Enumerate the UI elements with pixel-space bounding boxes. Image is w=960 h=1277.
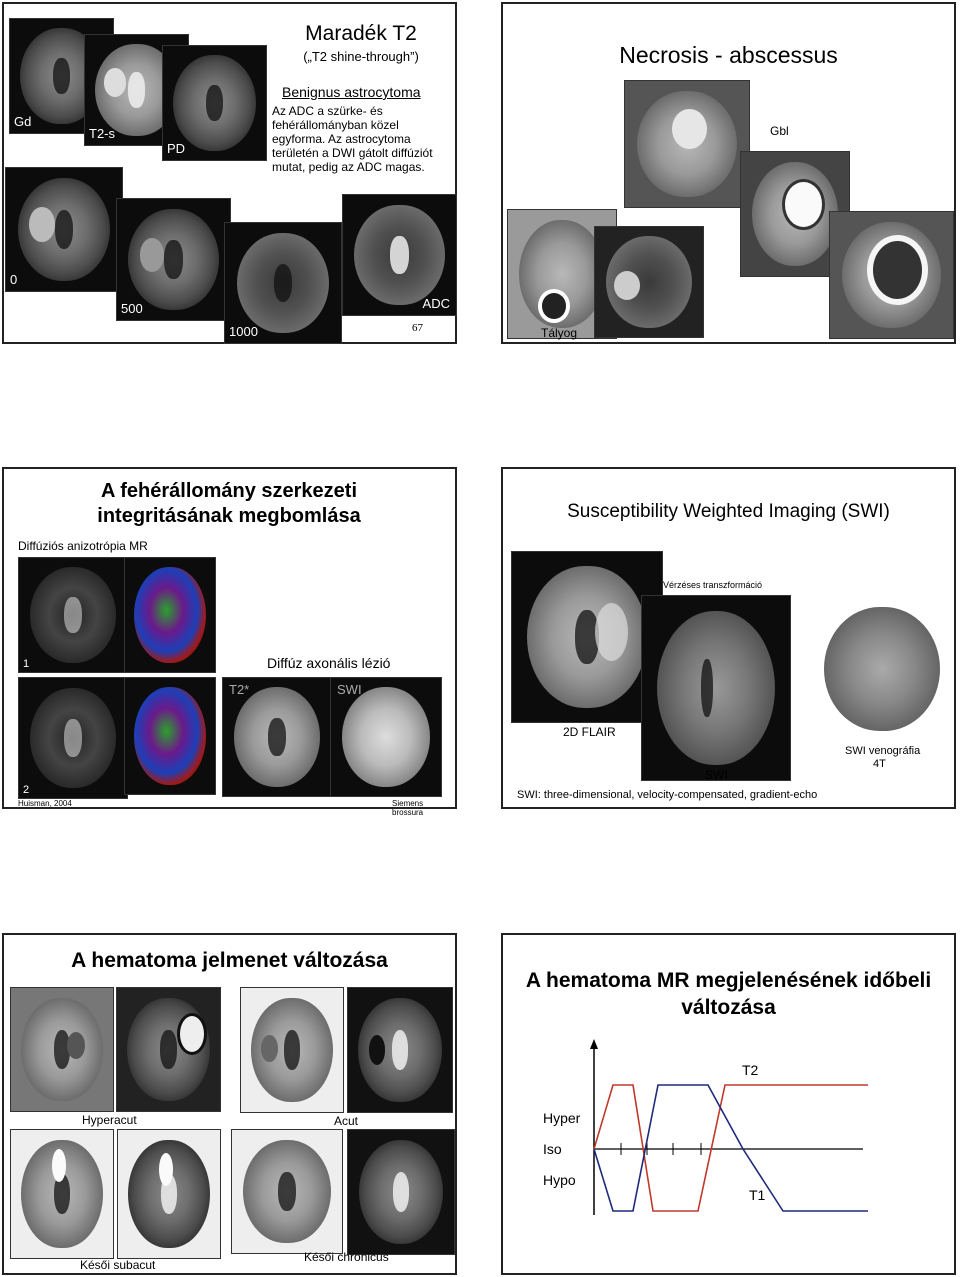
mri-dwi-b0 — [5, 167, 123, 292]
slide-swi — [501, 467, 956, 809]
label-adc: ADC — [422, 296, 450, 311]
mri-hyperacut-1 — [10, 987, 114, 1112]
label-swi-dai: SWI — [337, 682, 362, 697]
mri-adc — [342, 194, 457, 316]
slide3-title: A fehérállomány szerkezeti integritásának megbomlása — [97, 480, 361, 527]
label-hypo: Hypo — [543, 1172, 576, 1188]
label-acut: Acut — [334, 1114, 359, 1128]
slide6-title: A hematoma MR megjelenésének időbeli változása — [525, 969, 932, 1019]
label-hyperacut: Hyperacut — [82, 1113, 137, 1127]
citation-siemens: Siemens brossura — [392, 799, 424, 817]
slide-necrosis-abscessus — [501, 2, 956, 344]
slide3-subtitle: Diffúziós anizotrópia MR — [18, 539, 148, 553]
slide-white-matter-integrity — [2, 467, 457, 817]
label-dti-2: 2 — [23, 784, 30, 796]
slide-hematoma-time-course — [501, 933, 956, 1275]
mri-acut-1 — [240, 987, 344, 1113]
slide1-subtitle: („T2 shine-through”) — [303, 49, 419, 64]
mri-dwi-b1000 — [224, 222, 342, 344]
label-hyper: Hyper — [543, 1110, 581, 1126]
slide1-text: Az ADC a szürke- és fehérállományban közel egyforma. Az astrocytoma területén a DWI gátolt diffúziót mutat, pedig az ADC magas. — [272, 104, 433, 174]
mri-hyperacut-2 — [116, 987, 221, 1112]
slide-hematoma-signal — [2, 933, 457, 1275]
hematoma-chart — [503, 935, 958, 1277]
label-t2s: T2-s — [89, 126, 115, 141]
label-flair: 2D FLAIR — [563, 725, 616, 739]
mri-dti-2-color — [124, 677, 216, 795]
label-dti-1: 1 — [23, 658, 30, 670]
mri-chronicus-2 — [347, 1129, 455, 1255]
series-line-t1 — [594, 1085, 868, 1211]
label-iso: Iso — [543, 1141, 562, 1157]
page-number: 67 — [412, 322, 423, 334]
label-swi: SWI — [705, 768, 728, 782]
chart-y-axis-arrow — [590, 1039, 598, 1049]
label-b1000: 1000 — [229, 324, 258, 339]
mri-dwi-b500 — [116, 198, 231, 321]
mri-necrosis-1 — [624, 80, 750, 208]
slide4-footnote: SWI: three-dimensional, velocity-compensated, gradient-echo — [517, 789, 818, 801]
label-b0: 0 — [10, 272, 18, 287]
mri-chronicus-1 — [231, 1129, 343, 1254]
mri-swi-venography — [809, 595, 954, 743]
mri-dti-2-fa — [18, 677, 128, 799]
label-gbl: Gbl — [770, 124, 789, 138]
mri-subacut-2 — [117, 1129, 221, 1259]
slide-t2-shine-through — [2, 2, 457, 344]
label-venography: SWI venográfia — [845, 745, 921, 757]
slide4-title: Susceptibility Weighted Imaging (SWI) — [567, 501, 890, 522]
mri-dti-1-fa — [18, 557, 128, 673]
mri-t2star — [222, 677, 332, 797]
label-gd: Gd — [14, 114, 32, 129]
mri-talyog-2 — [594, 226, 704, 338]
label-kesoi-subacut: Késői subacut — [80, 1258, 156, 1272]
label-t2: T2 — [742, 1062, 759, 1078]
mri-swi-dai — [330, 677, 442, 797]
mri-subacut-1 — [10, 1129, 114, 1259]
label-t1: T1 — [749, 1187, 766, 1203]
label-verzes: Vérzéses transzformáció — [663, 580, 763, 590]
label-kesoi-chronicus: Késői chronicus — [304, 1250, 389, 1264]
citation-huisman: Huisman, 2004 — [18, 799, 72, 808]
label-talyog: Tályog — [541, 326, 578, 340]
slide1-title: Maradék T2 — [305, 22, 417, 45]
slide2-title: Necrosis - abscessus — [619, 42, 838, 68]
mri-swi-bleed — [641, 595, 791, 781]
slide5-title: A hematoma jelmenet változása — [71, 949, 388, 972]
lesion-title: Diffúz axonális lézió — [267, 655, 391, 671]
mri-dti-1-color — [124, 557, 216, 673]
mri-gbl-ring — [829, 211, 954, 339]
mri-acut-2 — [347, 987, 453, 1113]
mri-pd-image — [162, 45, 267, 161]
series-line-t2 — [594, 1085, 868, 1211]
slide1-heading: Benignus astrocytoma — [282, 84, 421, 100]
label-t2star: T2* — [229, 682, 250, 697]
label-4t: 4T — [873, 758, 886, 770]
label-pd: PD — [167, 141, 186, 156]
label-b500: 500 — [121, 301, 143, 316]
